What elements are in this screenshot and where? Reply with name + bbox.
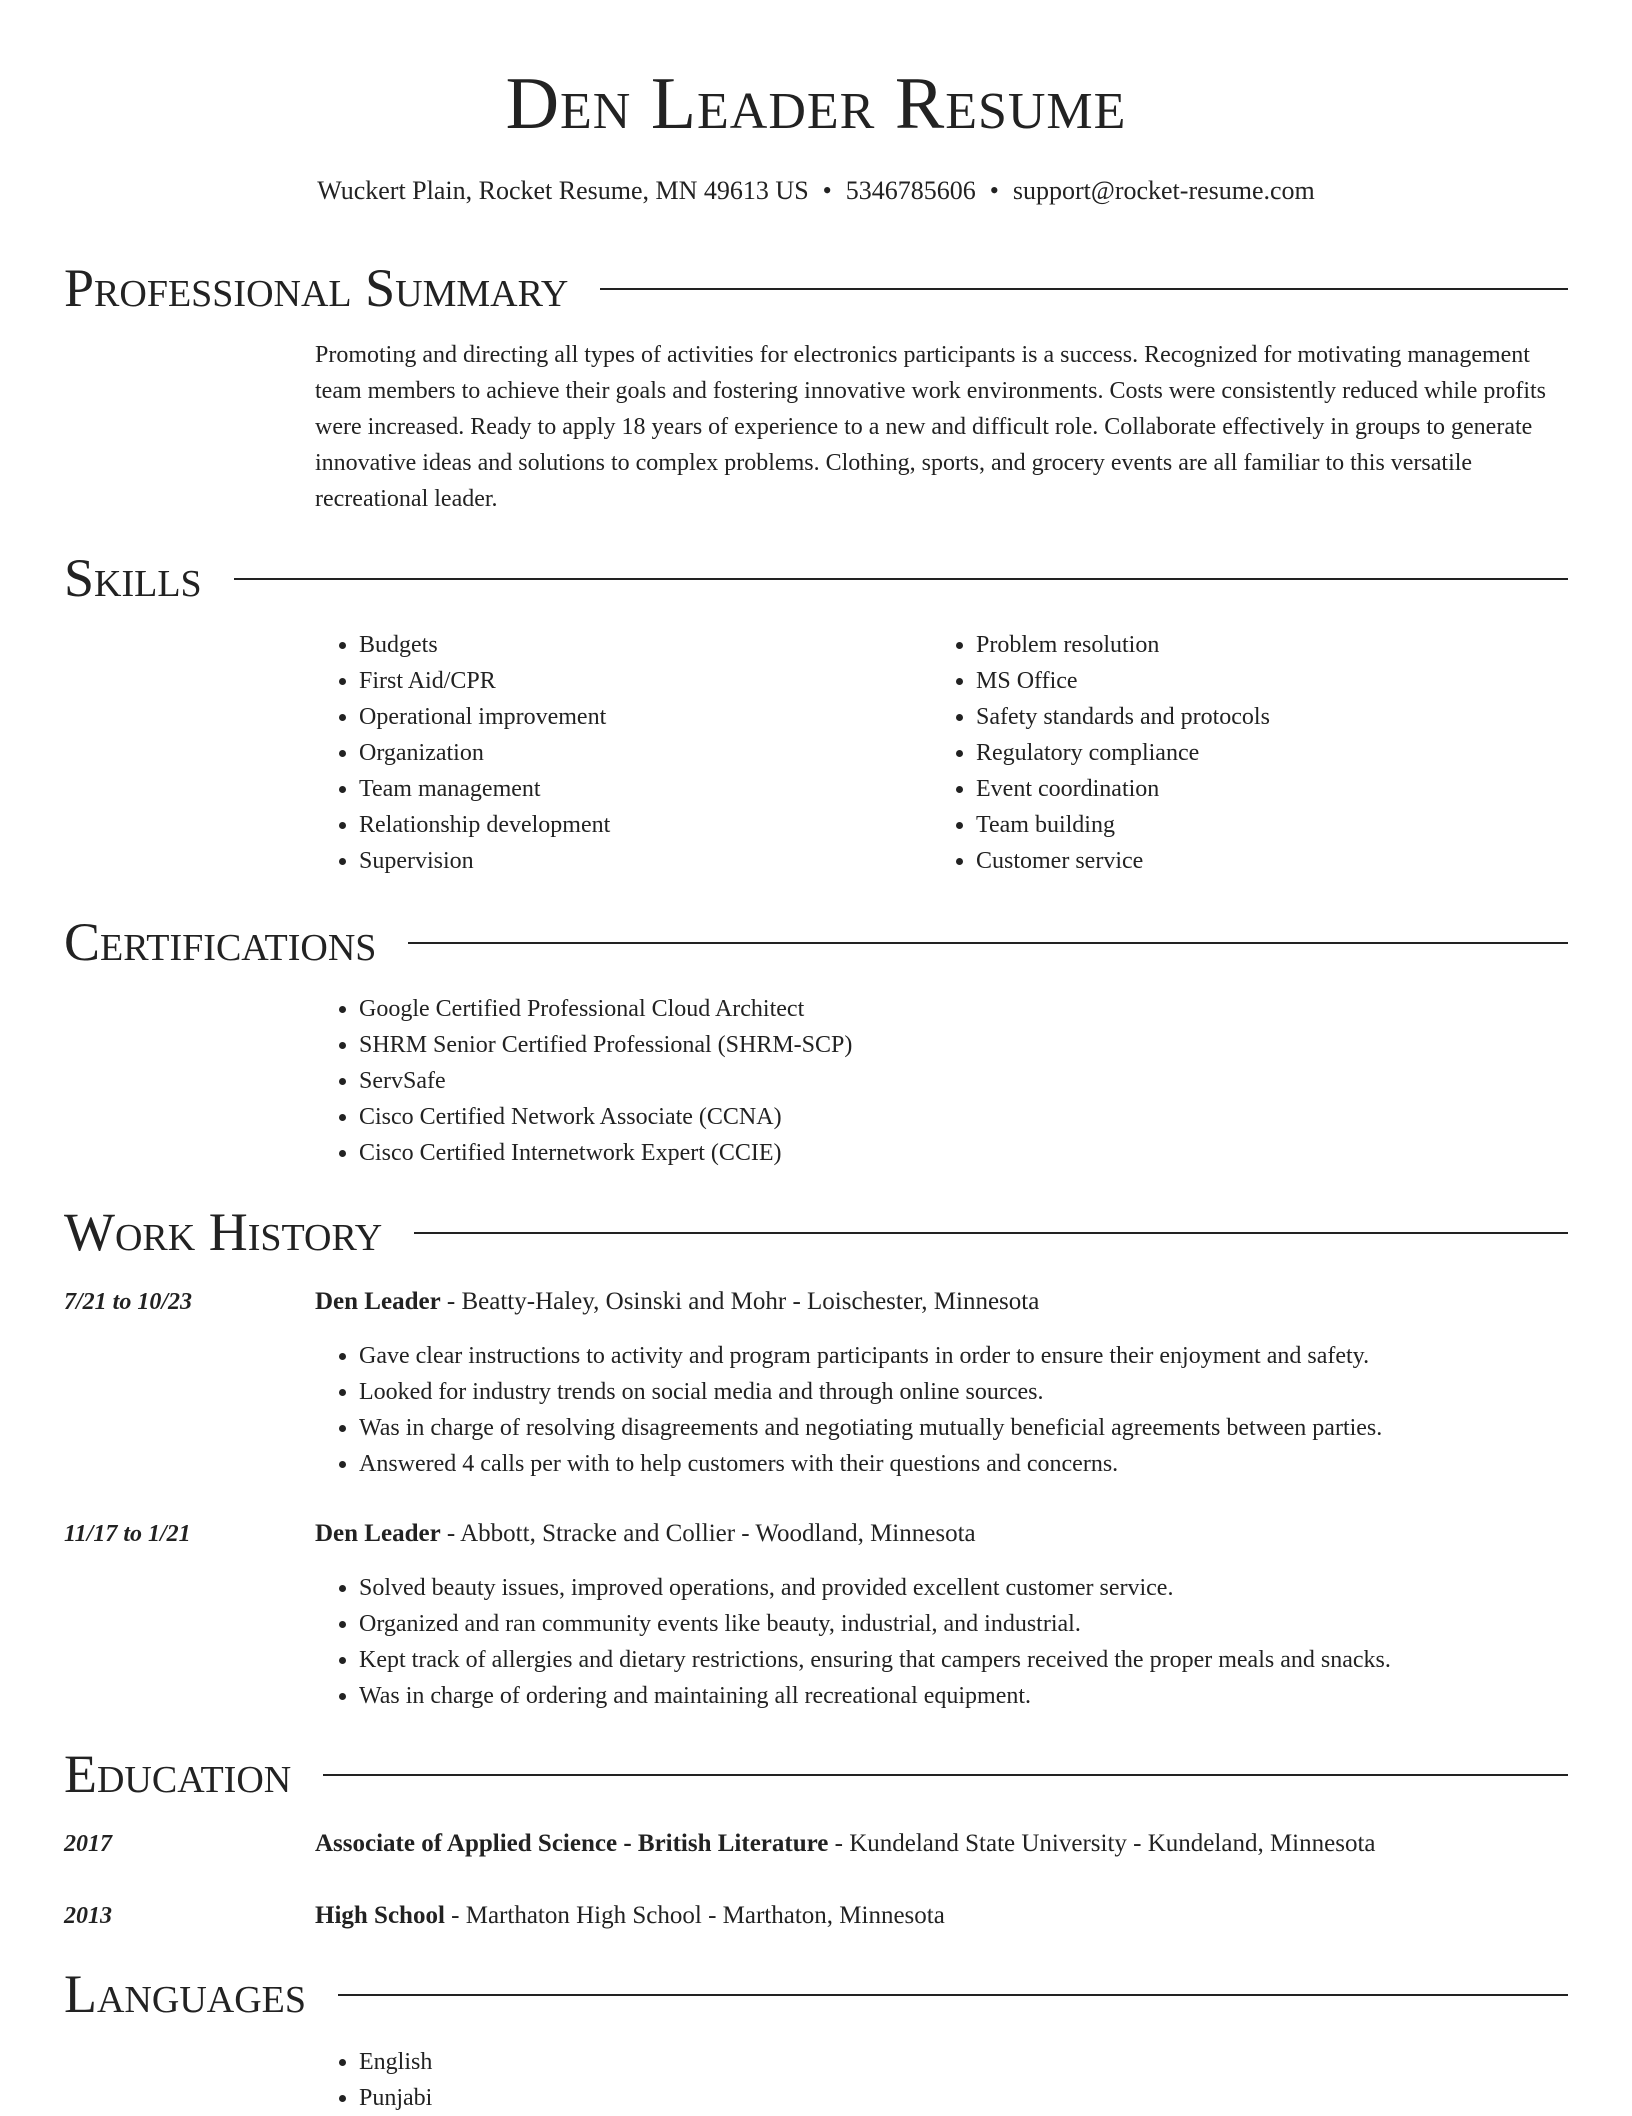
resume-title: Den Leader Resume xyxy=(505,63,1127,145)
list-item: • Looked for industry trends on social media and through online sources. xyxy=(359,1374,1567,1410)
list-item: • Regulatory compliance xyxy=(976,735,1532,771)
list-item: • Team building xyxy=(976,807,1532,843)
section-header-work-history xyxy=(64,1202,1568,1262)
list-item: • Was in charge of resolving disagreements and negotiating mutually beneficial agreements between parties. xyxy=(359,1410,1567,1446)
education-school: - Marthaton High School - Marthaton, Minnesota xyxy=(444,1902,945,1929)
list-item: • MS Office xyxy=(976,663,1532,699)
list-item: • Gave clear instructions to activity and program participants in order to ensure their enjoyment and safety. xyxy=(359,1338,1567,1374)
list-item: • Punjabi xyxy=(359,2080,915,2116)
list-item: • ServSafe xyxy=(359,1063,1515,1099)
list-item: • Answered 4 calls per with to help customers with their questions and concerns. xyxy=(359,1446,1567,1482)
section-divider xyxy=(338,1994,1568,1996)
job-title-line xyxy=(315,1516,976,1552)
job-title: Den Leader xyxy=(315,1520,441,1547)
section-divider xyxy=(323,1774,1568,1776)
education-school: - Kundeland State University - Kundeland, Minnesota xyxy=(828,1830,1376,1857)
section-header-certifications xyxy=(64,912,1568,972)
list-item: • Kept track of allergies and dietary restrictions, ensuring that campers received the proper meals and snacks. xyxy=(359,1642,1567,1678)
list-item: • Relationship development xyxy=(359,807,915,843)
certifications-list xyxy=(315,991,1515,1171)
list-item: • Budgets xyxy=(359,627,915,663)
skills-column-left xyxy=(315,627,915,879)
section-heading: Education xyxy=(64,1744,292,1804)
education-degree: High School xyxy=(315,1902,445,1929)
contact-separator: • xyxy=(822,176,832,205)
section-divider xyxy=(414,1232,1568,1234)
list-item: • First Aid/CPR xyxy=(359,663,915,699)
section-header-education xyxy=(64,1744,1568,1804)
job-title-line xyxy=(315,1284,1039,1320)
list-item: • Cisco Certified Network Associate (CCNA) xyxy=(359,1099,1515,1135)
list-item: • Cisco Certified Internetwork Expert (CCIE) xyxy=(359,1135,1515,1171)
list-item: • SHRM Senior Certified Professional (SHRM-SCP) xyxy=(359,1027,1515,1063)
list-item: • English xyxy=(359,2044,915,2080)
section-heading: Skills xyxy=(64,548,202,608)
section-heading: Professional Summary xyxy=(64,258,569,318)
section-heading: Work History xyxy=(64,1202,383,1262)
skills-column-right xyxy=(932,627,1532,879)
section-heading: Certifications xyxy=(64,912,377,972)
education-degree: Associate of Applied Science - British Literature xyxy=(315,1830,829,1857)
list-item: • Operational improvement xyxy=(359,699,915,735)
section-heading: Languages xyxy=(64,1964,306,2024)
section-header-summary xyxy=(64,258,1568,318)
job-dates: 11/17 to 1/21 xyxy=(64,1521,191,1547)
job-bullets xyxy=(315,1570,1567,1714)
languages-list xyxy=(315,2044,915,2116)
section-divider xyxy=(234,578,1568,580)
section-header-languages xyxy=(64,1964,1568,2024)
education-year: 2017 xyxy=(64,1831,112,1857)
section-header-skills xyxy=(64,548,1568,608)
contact-line xyxy=(0,176,1632,206)
section-divider xyxy=(408,942,1568,944)
list-item: • Supervision xyxy=(359,843,915,879)
list-item: • Customer service xyxy=(976,843,1532,879)
job-bullets xyxy=(315,1338,1567,1482)
list-item: • Event coordination xyxy=(976,771,1532,807)
job-employer: - Abbott, Stracke and Collier - Woodland, Minnesota xyxy=(440,1520,976,1547)
contact-separator: • xyxy=(989,176,999,205)
list-item: • Was in charge of ordering and maintaining all recreational equipment. xyxy=(359,1678,1567,1714)
list-item: • Organization xyxy=(359,735,915,771)
contact-address: Wuckert Plain, Rocket Resume, MN 49613 US xyxy=(317,176,809,205)
contact-phone: 5346785606 xyxy=(845,176,976,205)
list-item: • Organized and ran community events like beauty, industrial, and industrial. xyxy=(359,1606,1567,1642)
job-employer: - Beatty-Haley, Osinski and Mohr - Loischester, Minnesota xyxy=(440,1288,1040,1315)
job-title: Den Leader xyxy=(315,1288,441,1315)
list-item: • Solved beauty issues, improved operations, and provided excellent customer service. xyxy=(359,1570,1567,1606)
list-item: • Safety standards and protocols xyxy=(976,699,1532,735)
education-year: 2013 xyxy=(64,1903,112,1929)
summary-text: Promoting and directing all types of activities for electronics participants is a success. Recognized for motivating management team members to achieve their goals and fostering innovative work environments. Costs were consistently reduced while profits were increased. Ready to apply 18 years of experience to a new and difficult role. Collaborate effectively in groups to generate innovative ideas and solutions to complex problems. Clothing, sports, and grocery events are all familiar to this versatile recreational leader. xyxy=(315,342,1547,512)
list-item: • Team management xyxy=(359,771,915,807)
section-divider xyxy=(600,288,1568,290)
list-item: • Problem resolution xyxy=(976,627,1532,663)
contact-email: support@rocket-resume.com xyxy=(1012,176,1315,205)
education-line xyxy=(315,1826,1375,1862)
education-line xyxy=(315,1898,945,1934)
list-item: • Google Certified Professional Cloud Architect xyxy=(359,991,1515,1027)
job-dates: 7/21 to 10/23 xyxy=(64,1289,193,1315)
